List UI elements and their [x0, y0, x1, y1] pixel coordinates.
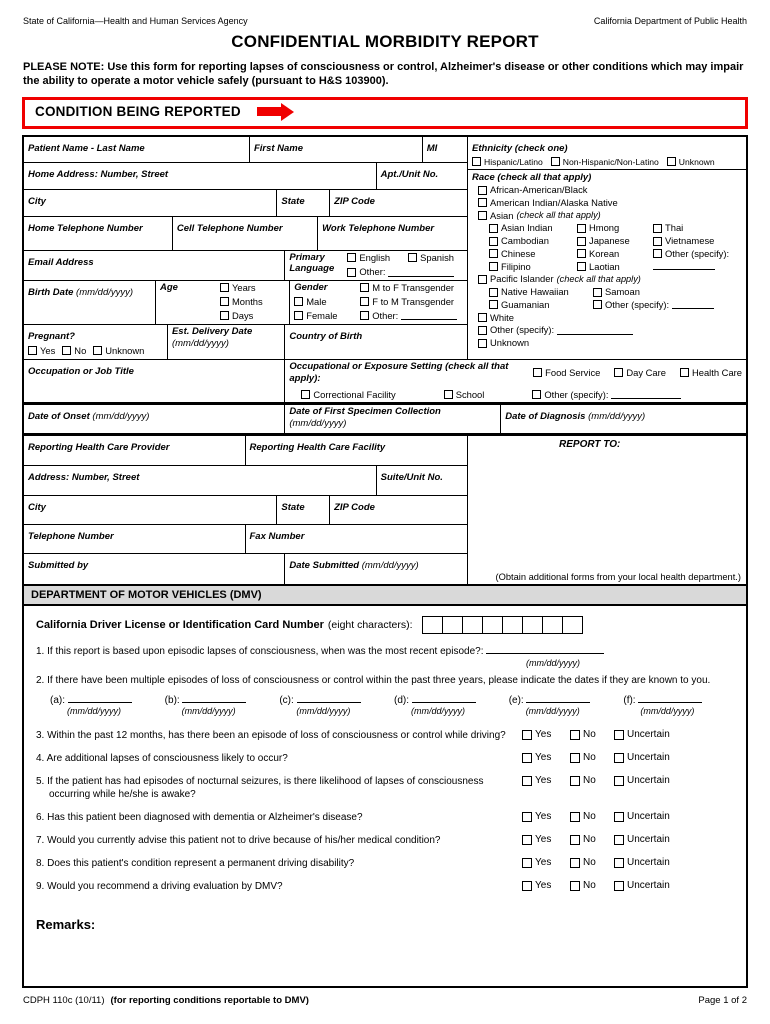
pacific-islander-options-grid: [489, 286, 742, 311]
checkbox-ethnicity-unknown[interactable]: Unknown: [667, 157, 715, 168]
occupational-setting-label: Occupational or Exposure Setting (check all that apply):: [289, 360, 509, 384]
checkbox-q7-yes[interactable]: Yes: [522, 834, 570, 847]
please-note: PLEASE NOTE: Use this form for reporting lapses of consciousness or control, Alzheimer's disease or other conditions which may impair the ability to operate a motor vehicle safely (pursuant to H&S 103900).: [23, 61, 744, 88]
checkbox-icon: [614, 368, 623, 377]
checkbox-icon: [347, 268, 356, 277]
checkbox-icon: [667, 157, 676, 166]
checkbox-icon: [570, 835, 580, 845]
dmv-section: [22, 606, 748, 988]
patient-fields-column: [24, 137, 468, 359]
checkbox-icon: [489, 224, 498, 233]
question-6-row: 6. Has this patient been diagnosed with dementia or Alzheimer's disease? Yes No Uncertain: [36, 811, 670, 824]
checkbox-icon: [522, 881, 532, 891]
field-occupation[interactable]: Occupation or Job Title: [24, 360, 285, 403]
field-est-delivery-date[interactable]: Est. Delivery Date (mm/dd/yyyy): [168, 325, 285, 359]
checkbox-q5-yes[interactable]: Yes: [522, 775, 570, 788]
checkbox-icon: [570, 881, 580, 891]
checkbox-icon: [347, 253, 356, 262]
field-reporting-facility[interactable]: Reporting Health Care Facility: [249, 442, 386, 454]
checkbox-icon: [533, 368, 542, 377]
main-form-table: [22, 135, 748, 587]
question-3-row: 3. Within the past 12 months, has there been an episode of loss of consciousness or control while driving? Yes No Uncertain: [36, 729, 670, 742]
checkbox-icon: [522, 753, 532, 763]
field-first-name[interactable]: First Name: [250, 137, 423, 162]
field-email[interactable]: Email Address: [24, 251, 285, 281]
gender-other-blank[interactable]: [401, 311, 457, 320]
field-gender[interactable]: Gender Male Female M to F Transgender F to M Transgender Other:: [290, 281, 467, 324]
episode-d-blank[interactable]: [412, 694, 476, 703]
checkbox-pregnant-yes[interactable]: Yes: [28, 345, 55, 357]
checkbox-q5-no[interactable]: No: [570, 775, 614, 788]
ethnicity-label: Ethnicity (check one): [472, 142, 568, 154]
license-char-box-8[interactable]: [562, 616, 583, 634]
field-mi[interactable]: MI: [426, 142, 438, 154]
field-home-address[interactable]: Home Address: Number, Street: [24, 163, 377, 189]
checkbox-q9-no[interactable]: No: [570, 880, 614, 893]
asian-options-grid: [489, 222, 742, 272]
checkbox-icon: [570, 812, 580, 822]
field-city[interactable]: City: [24, 190, 277, 216]
checkbox-icon: [653, 224, 662, 233]
condition-being-reported-box[interactable]: [22, 97, 748, 129]
checkbox-icon: [294, 297, 303, 306]
checkbox-q6-no[interactable]: No: [570, 811, 614, 824]
license-char-box-2[interactable]: [442, 616, 463, 634]
license-character-boxes: [423, 616, 583, 634]
license-label: California Driver License or Identification Card Number: [36, 619, 324, 632]
name-row: [24, 137, 467, 163]
dates-row: [24, 402, 746, 436]
checkbox-chinese[interactable]: Chinese: [489, 248, 577, 260]
checkbox-icon: [614, 776, 624, 786]
checkbox-icon: [577, 249, 586, 258]
question-4-row: 4. Are additional lapses of consciousness likely to occur? Yes No Uncertain: [36, 752, 670, 765]
provider-fields-column: [24, 436, 468, 584]
pi-other-blank[interactable]: [672, 300, 714, 309]
episode-e-blank[interactable]: [526, 694, 590, 703]
language-other-blank[interactable]: [388, 268, 454, 277]
checkbox-icon: [593, 300, 602, 309]
checkbox-icon: [220, 297, 229, 306]
checkbox-icon: [570, 776, 580, 786]
checkbox-gender-male[interactable]: Male: [294, 296, 360, 308]
field-provider-city[interactable]: City: [24, 496, 277, 524]
provider-phone-row: [24, 525, 467, 554]
checkbox-icon: [653, 237, 662, 246]
checkbox-icon: [478, 326, 487, 335]
checkbox-language-spanish[interactable]: Spanish: [408, 252, 454, 264]
field-state[interactable]: State: [277, 190, 330, 216]
report-to-label: REPORT TO:: [559, 439, 621, 451]
checkbox-q9-uncertain[interactable]: Uncertain: [614, 880, 670, 893]
checkbox-gender-mtf[interactable]: M to F Transgender: [360, 282, 457, 294]
checkbox-icon: [28, 346, 37, 355]
checkbox-icon: [360, 283, 369, 292]
checkbox-q3-uncertain[interactable]: Uncertain: [614, 729, 670, 742]
field-last-name[interactable]: Patient Name - Last Name: [24, 137, 250, 162]
dmv-section-header: DEPARTMENT OF MOTOR VEHICLES (DMV): [22, 586, 748, 606]
form-code-note: (for reporting conditions reportable to DMV): [110, 995, 309, 1007]
license-number-row: [36, 616, 734, 634]
occupation-row: [24, 360, 746, 403]
birth-age-gender-row: [24, 281, 467, 325]
agency-right: California Department of Public Health: [593, 16, 747, 26]
question-9-row: 9. Would you recommend a driving evaluation by DMV? Yes No Uncertain: [36, 880, 670, 893]
field-date-of-diagnosis[interactable]: Date of Diagnosis (mm/dd/yyyy): [505, 411, 646, 423]
race-other-blank[interactable]: [557, 326, 633, 335]
checkbox-q3-no[interactable]: No: [570, 729, 614, 742]
checkbox-non-hispanic[interactable]: Non-Hispanic/Non-Latino: [551, 157, 659, 168]
checkbox-icon: [62, 346, 71, 355]
checkbox-correctional-facility[interactable]: Correctional Facility: [301, 389, 395, 401]
checkbox-icon: [522, 730, 532, 740]
obtain-forms-note: (Obtain additional forms from your local health department.): [495, 572, 741, 583]
license-char-box-1[interactable]: [422, 616, 443, 634]
checkbox-icon: [220, 311, 229, 320]
primary-language-label: Primary Language: [289, 251, 335, 275]
checkbox-race-asian[interactable]: Asian (check all that apply): [478, 210, 742, 222]
checkbox-korean[interactable]: Korean: [577, 248, 653, 260]
field-age[interactable]: Age Years Months Days: [156, 281, 290, 324]
episode-c-blank[interactable]: [297, 694, 361, 703]
checkbox-icon: [220, 283, 229, 292]
field-pregnant[interactable]: Pregnant? Yes No Unknown: [24, 325, 168, 359]
setting-other-blank[interactable]: [611, 390, 681, 399]
checkbox-q4-yes[interactable]: Yes: [522, 752, 570, 765]
submitted-row: [24, 554, 467, 584]
checkbox-icon: [294, 311, 303, 320]
field-home-phone[interactable]: Home Telephone Number: [24, 217, 173, 250]
checkbox-icon: [478, 186, 487, 195]
pregnant-row: [24, 325, 467, 359]
checkbox-race-african-american[interactable]: African-American/Black: [478, 184, 742, 196]
checkbox-icon: [614, 881, 624, 891]
checkbox-icon: [522, 776, 532, 786]
episode-f-blank[interactable]: [638, 694, 702, 703]
checkbox-icon: [522, 812, 532, 822]
field-birth-date[interactable]: Birth Date (mm/dd/yyyy): [24, 281, 156, 324]
checkbox-filipino[interactable]: Filipino: [489, 261, 577, 273]
episode-date-c: (c): (mm/dd/yyyy): [279, 694, 390, 716]
episode-date-f: (f): (mm/dd/yyyy): [623, 694, 734, 716]
question-7-row: 7. Would you currently advise this patient not to drive because of his/her medical condition? Yes No Uncertain: [36, 834, 670, 847]
checkbox-icon: [489, 249, 498, 258]
checkbox-health-care[interactable]: Health Care: [680, 367, 742, 379]
remarks-label[interactable]: Remarks:: [36, 917, 96, 933]
episode-date-e: (e): (mm/dd/yyyy): [509, 694, 620, 716]
checkbox-q8-yes[interactable]: Yes: [522, 857, 570, 870]
checkbox-icon: [532, 390, 541, 399]
checkbox-icon: [614, 858, 624, 868]
checkbox-race-pacific-islander[interactable]: Pacific Islander (check all that apply): [478, 273, 742, 285]
field-occupational-setting[interactable]: [285, 360, 746, 403]
license-label-hint: (eight characters):: [327, 619, 413, 632]
checkbox-q4-uncertain[interactable]: Uncertain: [614, 752, 670, 765]
checkbox-race-white[interactable]: White: [478, 312, 742, 324]
checkbox-q7-uncertain[interactable]: Uncertain: [614, 834, 670, 847]
question-2: 2. If there have been multiple episodes of loss of consciousness or control within the past three years, please indicate the dates if they are known to you.: [36, 675, 711, 687]
checkbox-q8-uncertain[interactable]: Uncertain: [614, 857, 670, 870]
checkbox-icon: [653, 249, 662, 258]
checkbox-age-days[interactable]: Days: [220, 310, 263, 322]
checkbox-icon: [577, 262, 586, 271]
checkbox-age-years[interactable]: Years: [220, 282, 263, 294]
checkbox-icon: [489, 237, 498, 246]
checkbox-icon: [408, 253, 417, 262]
checkbox-icon: [614, 730, 624, 740]
checkbox-icon: [93, 346, 102, 355]
report-to-area[interactable]: [468, 436, 746, 584]
field-country-of-birth[interactable]: Country of Birth: [289, 331, 363, 343]
checkbox-pregnant-unknown[interactable]: Unknown: [93, 345, 144, 357]
checkbox-race-unknown[interactable]: Unknown: [478, 337, 742, 349]
checkbox-gender-other[interactable]: Other:: [360, 310, 457, 322]
episode-date-a: (a): (mm/dd/yyyy): [50, 694, 161, 716]
checkbox-cambodian[interactable]: Cambodian: [489, 235, 577, 247]
checkbox-q4-no[interactable]: No: [570, 752, 614, 765]
field-date-submitted[interactable]: Date Submitted (mm/dd/yyyy): [289, 560, 419, 572]
license-char-box-7[interactable]: [542, 616, 563, 634]
checkbox-age-months[interactable]: Months: [220, 296, 263, 308]
question-1: 1. If this report is based upon episodic lapses of consciousness, when was the most recent episode?:: [36, 645, 734, 657]
checkbox-q7-no[interactable]: No: [570, 834, 614, 847]
question-1-date-hint: (mm/dd/yyyy): [526, 658, 580, 669]
checkbox-icon: [478, 313, 487, 322]
license-char-box-3[interactable]: [462, 616, 483, 634]
checkbox-q6-yes[interactable]: Yes: [522, 811, 570, 824]
phones-row: [24, 217, 467, 251]
checkbox-q3-yes[interactable]: Yes: [522, 729, 570, 742]
checkbox-pi-other[interactable]: Other (specify):: [593, 299, 742, 311]
agency-left: State of California—Health and Human Services Agency: [23, 16, 248, 26]
checkbox-native-hawaiian[interactable]: Native Hawaiian: [489, 286, 593, 298]
field-submitted-by[interactable]: Submitted by: [24, 554, 285, 584]
city-row: [24, 190, 467, 217]
checkbox-icon: [614, 835, 624, 845]
race-label: Race (check all that apply): [472, 172, 592, 184]
field-primary-language[interactable]: [285, 251, 467, 281]
checkbox-icon: [472, 157, 481, 166]
checkbox-language-other[interactable]: Other:: [347, 266, 454, 278]
checkbox-q8-no[interactable]: No: [570, 857, 614, 870]
asian-other-blank[interactable]: [653, 261, 715, 270]
checkbox-guamanian[interactable]: Guamanian: [489, 299, 593, 311]
checkbox-asian-indian[interactable]: Asian Indian: [489, 222, 577, 234]
checkbox-icon: [570, 858, 580, 868]
checkbox-icon: [577, 237, 586, 246]
provider-facility-row: [24, 436, 467, 466]
field-work-phone[interactable]: Work Telephone Number: [322, 222, 435, 234]
provider-section: [24, 436, 746, 584]
checkbox-icon: [577, 224, 586, 233]
checkbox-gender-ftm[interactable]: F to M Transgender: [360, 296, 457, 308]
checkbox-thai[interactable]: Thai: [653, 222, 742, 234]
checkbox-day-care[interactable]: Day Care: [614, 367, 666, 379]
license-char-box-4[interactable]: [482, 616, 503, 634]
red-arrow-icon: [257, 103, 294, 121]
condition-label: CONDITION BEING REPORTED: [35, 104, 241, 120]
question-5-row: 5. If the patient has had episodes of nocturnal seizures, is there likelihood of lapses of consciousness occurring while he/she is awake? Yes No Uncertain: [36, 775, 670, 801]
form-title: CONFIDENTIAL MORBIDITY REPORT: [231, 32, 539, 51]
patient-section: [24, 137, 746, 360]
checkbox-icon: [360, 311, 369, 320]
checkbox-hmong[interactable]: Hmong: [577, 222, 653, 234]
checkbox-icon: [489, 262, 498, 271]
page-number: Page 1 of 2: [698, 995, 747, 1007]
agency-header: [22, 16, 748, 26]
field-date-of-onset[interactable]: Date of Onset (mm/dd/yyyy): [24, 405, 285, 433]
checkbox-icon: [522, 858, 532, 868]
checkbox-food-service[interactable]: Food Service: [533, 367, 600, 379]
checkbox-race-other[interactable]: Other (specify):: [478, 324, 742, 336]
checkbox-icon: [301, 390, 310, 399]
field-provider-fax[interactable]: Fax Number: [249, 531, 305, 543]
checkbox-language-english[interactable]: English: [347, 252, 390, 264]
checkbox-icon: [478, 211, 487, 220]
checkbox-icon: [593, 288, 602, 297]
field-reporting-provider[interactable]: Reporting Health Care Provider: [24, 436, 246, 465]
checkbox-q9-yes[interactable]: Yes: [522, 880, 570, 893]
provider-address-row: [24, 466, 467, 496]
checkbox-icon: [478, 198, 487, 207]
checkbox-japanese[interactable]: Japanese: [577, 235, 653, 247]
field-provider-phone[interactable]: Telephone Number: [24, 525, 246, 553]
checkbox-icon: [614, 812, 624, 822]
page-footer: [22, 995, 748, 1006]
email-language-row: [24, 251, 467, 282]
field-cell-phone[interactable]: Cell Telephone Number: [173, 217, 318, 250]
ethnicity-block: [468, 137, 746, 171]
checkbox-icon: [478, 339, 487, 348]
field-provider-address[interactable]: Address: Number, Street: [24, 466, 377, 495]
form-code: CDPH 110c (10/11): [23, 995, 105, 1007]
provider-city-row: [24, 496, 467, 525]
checkbox-icon: [478, 275, 487, 284]
checkbox-setting-other[interactable]: Other (specify):: [532, 389, 681, 401]
checkbox-icon: [489, 288, 498, 297]
field-apt-unit[interactable]: Apt./Unit No.: [380, 168, 439, 180]
checkbox-icon: [551, 157, 560, 166]
license-char-box-6[interactable]: [522, 616, 543, 634]
checkbox-q5-uncertain[interactable]: Uncertain: [614, 775, 670, 788]
episode-date-b: (b): (mm/dd/yyyy): [165, 694, 276, 716]
episode-dates-row: [50, 694, 734, 716]
episode-date-d: (d): (mm/dd/yyyy): [394, 694, 505, 716]
checkbox-vietnamese[interactable]: Vietnamese: [653, 235, 742, 247]
checkbox-icon: [360, 297, 369, 306]
checkbox-icon: [570, 730, 580, 740]
episode-a-blank[interactable]: [68, 694, 132, 703]
field-provider-state[interactable]: State: [277, 496, 330, 524]
field-provider-zip[interactable]: ZIP Code: [334, 502, 375, 514]
checkbox-asian-other[interactable]: Other (specify):: [653, 248, 742, 260]
checkbox-q6-uncertain[interactable]: Uncertain: [614, 811, 670, 824]
ethnicity-race-column: [468, 137, 746, 359]
checkbox-hispanic-latino[interactable]: Hispanic/Latino: [472, 157, 543, 168]
address-row: [24, 163, 467, 190]
question-8-row: 8. Does this patient's condition represent a permanent driving disability? Yes No Uncertain: [36, 857, 670, 870]
checkbox-school[interactable]: School: [444, 389, 485, 401]
question-1-date-blank[interactable]: [486, 645, 604, 654]
checkbox-pregnant-no[interactable]: No: [62, 345, 86, 357]
checkbox-samoan[interactable]: Samoan: [593, 286, 742, 298]
field-suite-unit[interactable]: Suite/Unit No.: [380, 472, 443, 484]
checkbox-icon: [444, 390, 453, 399]
checkbox-icon: [489, 300, 498, 309]
checkbox-icon: [522, 835, 532, 845]
checkbox-icon: [680, 368, 689, 377]
checkbox-laotian[interactable]: Laotian: [577, 261, 653, 273]
field-zip[interactable]: ZIP Code: [334, 195, 375, 207]
checkbox-gender-female[interactable]: Female: [294, 310, 360, 322]
checkbox-icon: [570, 753, 580, 763]
field-date-first-specimen[interactable]: Date of First Specimen Collection (mm/dd/yyyy): [285, 405, 501, 433]
license-char-box-5[interactable]: [502, 616, 523, 634]
race-block: [468, 170, 746, 350]
checkbox-race-american-indian[interactable]: American Indian/Alaska Native: [478, 197, 742, 209]
episode-b-blank[interactable]: [182, 694, 246, 703]
checkbox-icon: [614, 753, 624, 763]
